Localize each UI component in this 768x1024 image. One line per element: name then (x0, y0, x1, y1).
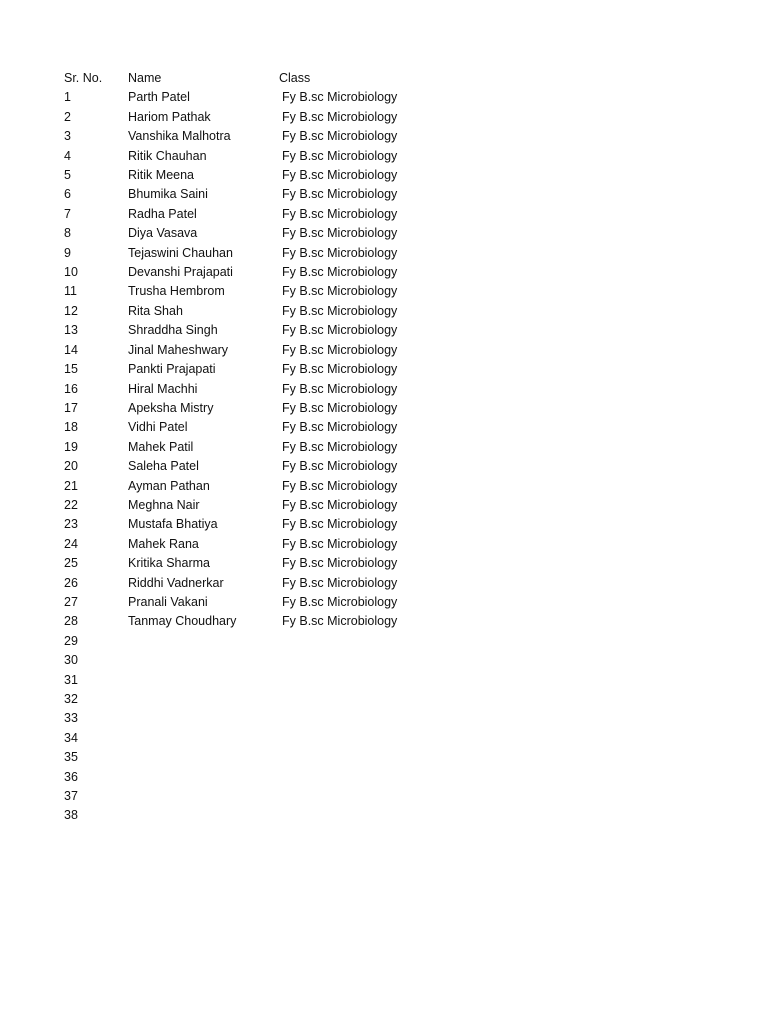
table-row (0, 380, 768, 399)
cell-class: Fy B.sc Microbiology (282, 303, 398, 318)
cell-name: Tanmay Choudhary (128, 614, 237, 629)
cell-class: Fy B.sc Microbiology (282, 187, 398, 202)
cell-name: Pankti Prajapati (128, 362, 216, 377)
table-row (0, 205, 768, 224)
table-row (0, 224, 768, 243)
cell-class: Fy B.sc Microbiology (282, 265, 398, 280)
table-row (0, 399, 768, 418)
cell-sr-no: 25 (64, 556, 78, 571)
cell-name: Saleha Patel (128, 459, 199, 474)
cell-name: Diya Vasava (128, 226, 198, 241)
table-row (0, 574, 768, 593)
table-body (0, 88, 768, 825)
cell-class: Fy B.sc Microbiology (282, 497, 398, 512)
cell-name: Devanshi Prajapati (128, 265, 233, 280)
cell-class: Fy B.sc Microbiology (282, 109, 398, 124)
cell-name: Hiral Machhi (128, 381, 198, 396)
cell-sr-no: 10 (64, 265, 78, 280)
cell-name: Ritik Meena (128, 168, 194, 183)
cell-sr-no: 19 (64, 439, 78, 454)
table-row (0, 147, 768, 166)
cell-sr-no: 26 (64, 575, 78, 590)
table-row (0, 671, 768, 690)
cell-sr-no: 2 (64, 109, 71, 124)
cell-class: Fy B.sc Microbiology (282, 594, 398, 609)
table-row (0, 263, 768, 282)
table-row (0, 477, 768, 496)
cell-class: Fy B.sc Microbiology (282, 556, 398, 571)
header-class: Class (279, 71, 311, 85)
cell-class: Fy B.sc Microbiology (282, 90, 398, 105)
cell-name: Ritik Chauhan (128, 148, 207, 163)
table-header-row (0, 69, 768, 88)
table-row (0, 282, 768, 301)
cell-class: Fy B.sc Microbiology (282, 381, 398, 396)
table-row (0, 709, 768, 728)
cell-name: Meghna Nair (128, 497, 200, 512)
cell-sr-no: 11 (64, 284, 77, 299)
table-row (0, 593, 768, 612)
cell-class: Fy B.sc Microbiology (282, 362, 398, 377)
cell-class: Fy B.sc Microbiology (282, 342, 398, 357)
table-row (0, 768, 768, 787)
table-row (0, 554, 768, 573)
cell-sr-no: 29 (64, 633, 78, 648)
cell-class: Fy B.sc Microbiology (282, 575, 398, 590)
cell-class: Fy B.sc Microbiology (282, 129, 398, 144)
cell-name: Riddhi Vadnerkar (128, 575, 224, 590)
table-row (0, 360, 768, 379)
cell-sr-no: 21 (64, 478, 78, 493)
cell-sr-no: 9 (64, 245, 71, 260)
header-name: Name (128, 71, 162, 85)
table-row (0, 108, 768, 127)
table-row (0, 127, 768, 146)
table-row (0, 612, 768, 631)
cell-sr-no: 15 (64, 362, 78, 377)
table-row (0, 418, 768, 437)
cell-class: Fy B.sc Microbiology (282, 284, 398, 299)
table-row (0, 632, 768, 651)
table-row (0, 515, 768, 534)
cell-name: Mahek Rana (128, 536, 199, 551)
table-row (0, 302, 768, 321)
cell-name: Rita Shah (128, 303, 183, 318)
cell-sr-no: 18 (64, 420, 78, 435)
cell-sr-no: 27 (64, 594, 78, 609)
cell-sr-no: 36 (64, 769, 78, 784)
cell-sr-no: 7 (64, 206, 71, 221)
cell-sr-no: 8 (64, 226, 71, 241)
cell-sr-no: 1 (64, 90, 71, 105)
cell-sr-no: 6 (64, 187, 71, 202)
cell-name: Tejaswini Chauhan (128, 245, 233, 260)
table-row (0, 457, 768, 476)
cell-sr-no: 23 (64, 517, 78, 532)
cell-name: Mustafa Bhatiya (128, 517, 218, 532)
cell-class: Fy B.sc Microbiology (282, 206, 398, 221)
cell-sr-no: 13 (64, 323, 78, 338)
cell-class: Fy B.sc Microbiology (282, 536, 398, 551)
cell-class: Fy B.sc Microbiology (282, 517, 398, 532)
table-row (0, 806, 768, 825)
cell-class: Fy B.sc Microbiology (282, 400, 398, 415)
cell-sr-no: 34 (64, 730, 78, 745)
cell-sr-no: 37 (64, 789, 78, 804)
cell-name: Shraddha Singh (128, 323, 218, 338)
cell-sr-no: 38 (64, 808, 78, 823)
header-sr-no: Sr. No. (64, 71, 103, 85)
cell-sr-no: 20 (64, 459, 78, 474)
cell-sr-no: 33 (64, 711, 78, 726)
table-row (0, 341, 768, 360)
cell-sr-no: 24 (64, 536, 78, 551)
cell-class: Fy B.sc Microbiology (282, 226, 398, 241)
table-row (0, 690, 768, 709)
table-row (0, 729, 768, 748)
table-row (0, 496, 768, 515)
cell-name: Hariom Pathak (128, 109, 211, 124)
cell-name: Radha Patel (128, 206, 197, 221)
cell-sr-no: 22 (64, 497, 78, 512)
cell-class: Fy B.sc Microbiology (282, 478, 398, 493)
cell-sr-no: 16 (64, 381, 78, 396)
cell-name: Vanshika Malhotra (128, 129, 231, 144)
cell-class: Fy B.sc Microbiology (282, 168, 398, 183)
cell-name: Apeksha Mistry (128, 400, 214, 415)
cell-class: Fy B.sc Microbiology (282, 614, 398, 629)
student-list-table (0, 69, 768, 826)
table-row (0, 244, 768, 263)
table-row (0, 321, 768, 340)
cell-sr-no: 32 (64, 692, 78, 706)
cell-name: Kritika Sharma (128, 556, 210, 571)
cell-sr-no: 4 (64, 148, 71, 163)
cell-sr-no: 30 (64, 653, 78, 668)
cell-class: Fy B.sc Microbiology (282, 323, 398, 338)
cell-name: Mahek Patil (128, 439, 194, 454)
cell-sr-no: 3 (64, 129, 71, 144)
cell-class: Fy B.sc Microbiology (282, 420, 398, 435)
cell-name: Vidhi Patel (128, 420, 188, 435)
cell-sr-no: 35 (64, 750, 78, 765)
cell-sr-no: 17 (64, 400, 78, 415)
cell-sr-no: 28 (64, 614, 78, 629)
cell-class: Fy B.sc Microbiology (282, 439, 398, 454)
cell-sr-no: 31 (64, 672, 78, 687)
cell-name: Pranali Vakani (128, 594, 208, 609)
cell-class: Fy B.sc Microbiology (282, 148, 398, 163)
table-row (0, 166, 768, 185)
table-row (0, 651, 768, 670)
table-row (0, 748, 768, 767)
cell-sr-no: 14 (64, 342, 78, 357)
cell-class: Fy B.sc Microbiology (282, 245, 398, 260)
table-row (0, 438, 768, 457)
table-row (0, 787, 768, 806)
table-row (0, 535, 768, 554)
cell-name: Trusha Hembrom (128, 284, 225, 299)
cell-sr-no: 12 (64, 303, 78, 318)
table-row (0, 185, 768, 204)
table-row (0, 88, 768, 107)
cell-name: Ayman Pathan (128, 478, 210, 493)
cell-name: Parth Patel (128, 90, 190, 105)
cell-name: Jinal Maheshwary (128, 342, 229, 357)
cell-name: Bhumika Saini (128, 187, 208, 202)
cell-class: Fy B.sc Microbiology (282, 459, 398, 474)
cell-sr-no: 5 (64, 168, 71, 183)
